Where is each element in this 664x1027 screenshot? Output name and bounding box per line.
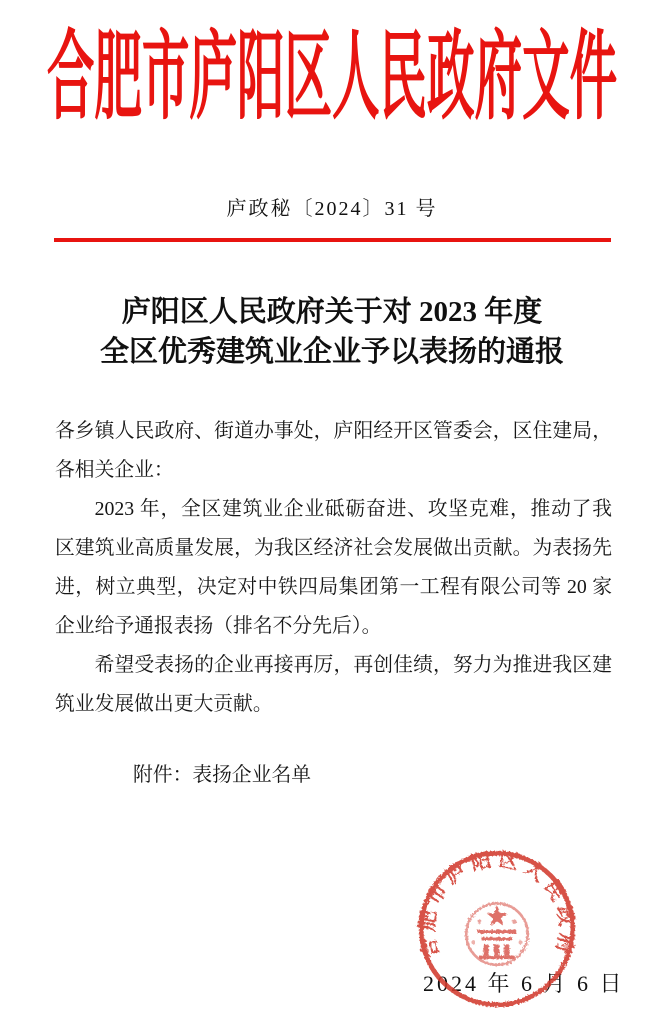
masthead-org-title: 合肥市庐阳区人民政府文件 — [46, 23, 618, 131]
seal-arc-text: 合肥市庐阳区人民政府 — [416, 848, 578, 962]
document-title — [0, 292, 664, 372]
body-paragraph-1: 2023 年，全区建筑业企业砥砺奋进、攻坚克难，推动了我区建筑业高质量发展，为我区经济社会发展做出贡献。为表扬先进，树立典型，决定对中铁四局集团第一工程有限公司等 20 家企业给予通报表扬（排名不分先后）。 — [55, 498, 612, 637]
document-body — [55, 412, 612, 795]
seal-emblem — [466, 903, 527, 964]
document-title-line-1: 庐阳区人民政府关于对 2023 年度 — [121, 296, 543, 328]
document-title-line-2: 全区优秀建筑业企业予以表扬的通报 — [99, 336, 564, 368]
issue-date: 2024 年 6 月 6 日 — [423, 971, 625, 996]
body-paragraph-2: 希望受表扬的企业再接再厉，再创佳绩，努力为推进我区建筑业发展做出更大贡献。 — [55, 654, 612, 715]
red-masthead — [0, 20, 664, 134]
attachment-note: 附件：表扬企业名单 — [133, 764, 312, 786]
document-number: 庐政秘〔2024〕31 号 — [226, 198, 438, 220]
red-divider-line — [54, 238, 611, 242]
salutation: 各乡镇人民政府、街道办事处，庐阳经开区管委会，区住建局，各相关企业： — [55, 420, 612, 481]
